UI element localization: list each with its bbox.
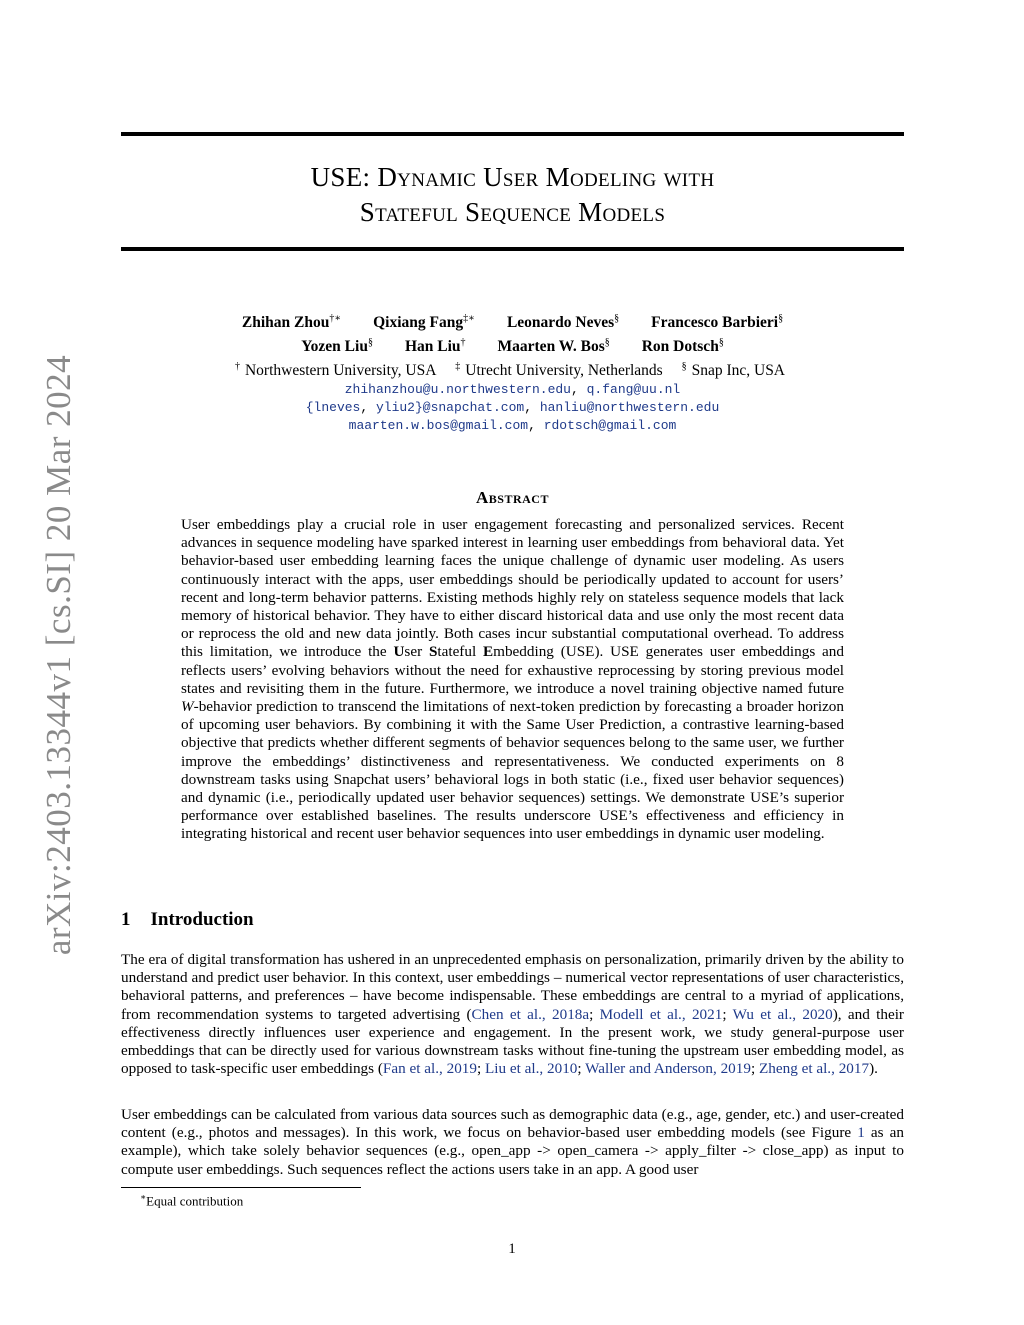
author: Francesco Barbieri§: [651, 313, 784, 332]
citation-link[interactable]: Fan et al., 2019: [382, 1060, 477, 1078]
title-line-2: Stateful Sequence Models: [359, 197, 666, 227]
citation-link[interactable]: Modell et al., 2021: [599, 1005, 723, 1023]
email-link[interactable]: yliu2}@snapchat.com: [375, 400, 525, 416]
email-link[interactable]: q.fang@uu.nl: [586, 382, 681, 398]
author: Zhihan Zhou†∗: [241, 313, 342, 332]
email-link[interactable]: hanliu@northwestern.edu: [539, 400, 720, 416]
author: Qixiang Fang‡∗: [373, 313, 475, 332]
affiliation: § Snap Inc, USA: [681, 361, 786, 380]
title-bottom-rule: [121, 247, 904, 251]
intro-paragraph-2: User embeddings can be calculated from various data sources such as demographic data (e.g., age, gender, etc.) and user-created content (e.g., photos and messages). In this work, we focus on behavior-based user embedding models (see Figure 1 as an example), which take solely behavior sequences (e.g., open_app -> open_camera -> apply_filter -> close_app) as input to compute user embeddings. Such sequences reflect the actions users take in an app. A good user: [121, 1106, 904, 1178]
email-line-1: zhihanzhou@u.northwestern.edu, q.fang@uu.nl: [344, 382, 681, 398]
author: Ron Dotsch§: [641, 337, 724, 356]
email-link[interactable]: rdotsch@gmail.com: [543, 418, 677, 434]
email-line-3: maarten.w.bos@gmail.com, rdotsch@gmail.com: [348, 418, 677, 434]
citation-link[interactable]: Chen et al., 2018a: [471, 1005, 590, 1023]
email-link[interactable]: {lneves: [305, 400, 361, 416]
citation-link[interactable]: Wu et al., 2020: [732, 1005, 833, 1023]
email-line-2: {lneves, yliu2}@snapchat.com, hanliu@northwestern.edu: [305, 400, 720, 416]
title-line-1: USE: Dynamic User Modeling with: [310, 162, 715, 192]
author: Yozen Liu§: [301, 337, 373, 356]
affiliation: † Northwestern University, USA: [234, 361, 437, 380]
section-heading-introduction: 1 Introduction: [121, 909, 254, 930]
citation-link[interactable]: Zheng et al., 2017: [758, 1060, 870, 1078]
author: Leonardo Neves§: [506, 313, 620, 332]
email-link[interactable]: maarten.w.bos@gmail.com: [348, 418, 529, 434]
email-link[interactable]: zhihanzhou@u.northwestern.edu: [344, 382, 571, 398]
author-row-2: [121, 333, 904, 357]
footnote-rule: [121, 1187, 361, 1188]
citation-link[interactable]: Liu et al., 2010: [485, 1060, 578, 1078]
figure-reference-link[interactable]: 1: [857, 1124, 865, 1142]
arxiv-identifier: arXiv:2403.13344v1 [cs.SI] 20 Mar 2024: [39, 354, 78, 956]
author-row-1: [121, 309, 904, 333]
footnote: ∗Equal contribution: [140, 1192, 244, 1209]
title-top-rule: [121, 132, 904, 136]
abstract-text: User embeddings play a crucial role in user engagement forecasting and personalized services. Recent advances in sequence modeling have sparked interest in learning user embeddings from behavioral data. Yet behavior-based user embedding learning faces the unique challenge of dynamic user modeling. As users continuously interact with the apps, user embeddings should be periodically updated to account for users’ recent and long-term behavior patterns. Existing methods highly rely on stateless sequence models that lack memory of historical behavior. They have to either discard historical data and use only the most recent data or reprocess the old and new data jointly. Both cases incur substantial computational overhead. To address this limitation, we introduce the User Stateful Embedding (USE). USE generates user embeddings and reflects users’ evolving behaviors without the need for exhaustive reprocessing by storing previous model states and revisiting them in the future. Furthermore, we introduce a novel training objective named future W-behavior prediction to transcend the limitations of next-token prediction by forecasting a broader horizon of upcoming user behaviors. By combining it with the Same User Prediction, a contrastive learning-based objective that predicts whether different segments of behavior sequences belong to the same user, we further improve the embeddings’ distinctiveness and representativeness. We conducted experiments on 8 downstream tasks using Snapchat users’ behavioral logs in both static (i.e., fixed user behavior sequences) and dynamic (i.e., periodically updated user behavior sequences) settings. We demonstrate USE’s superior performance over established baselines. The results underscore USE’s effectiveness and efficiency in integrating historical and recent user behavior sequences into user embeddings in dynamic user modeling.: [181, 516, 844, 843]
affiliation: ‡ Utrecht University, Netherlands: [455, 361, 663, 380]
intro-paragraph-1: The era of digital transformation has ushered in an unprecedented emphasis on personalization, primarily driven by the ability to understand and predict user behavior. In this context, user embeddings – numerical vector representations of user characteristics, behavioral patterns, and preferences – have become indispensable. These embeddings are central to a myriad of applications, from recommendation systems to targeted advertising (Chen et al., 2018a; Modell et al., 2021; Wu et al., 2020), and their effectiveness directly influences user experience and engagement. In the present work, we study general-purpose user embeddings that can be directly used for various downstream tasks without fine-tuning the upstream user embedding model, as opposed to task-specific user embeddings (Fan et al., 2019; Liu et al., 2010; Waller and Anderson, 2019; Zheng et al., 2017).: [121, 951, 904, 1078]
author-block: [121, 309, 904, 435]
citation-link[interactable]: Waller and Anderson, 2019: [585, 1060, 751, 1078]
paper-title: [121, 160, 904, 230]
affiliations: [121, 357, 904, 381]
author: Han Liu†: [404, 337, 466, 356]
abstract-heading: Abstract: [476, 488, 549, 507]
page-number: 1: [508, 1241, 516, 1257]
author: Maarten W. Bos§: [497, 337, 610, 356]
